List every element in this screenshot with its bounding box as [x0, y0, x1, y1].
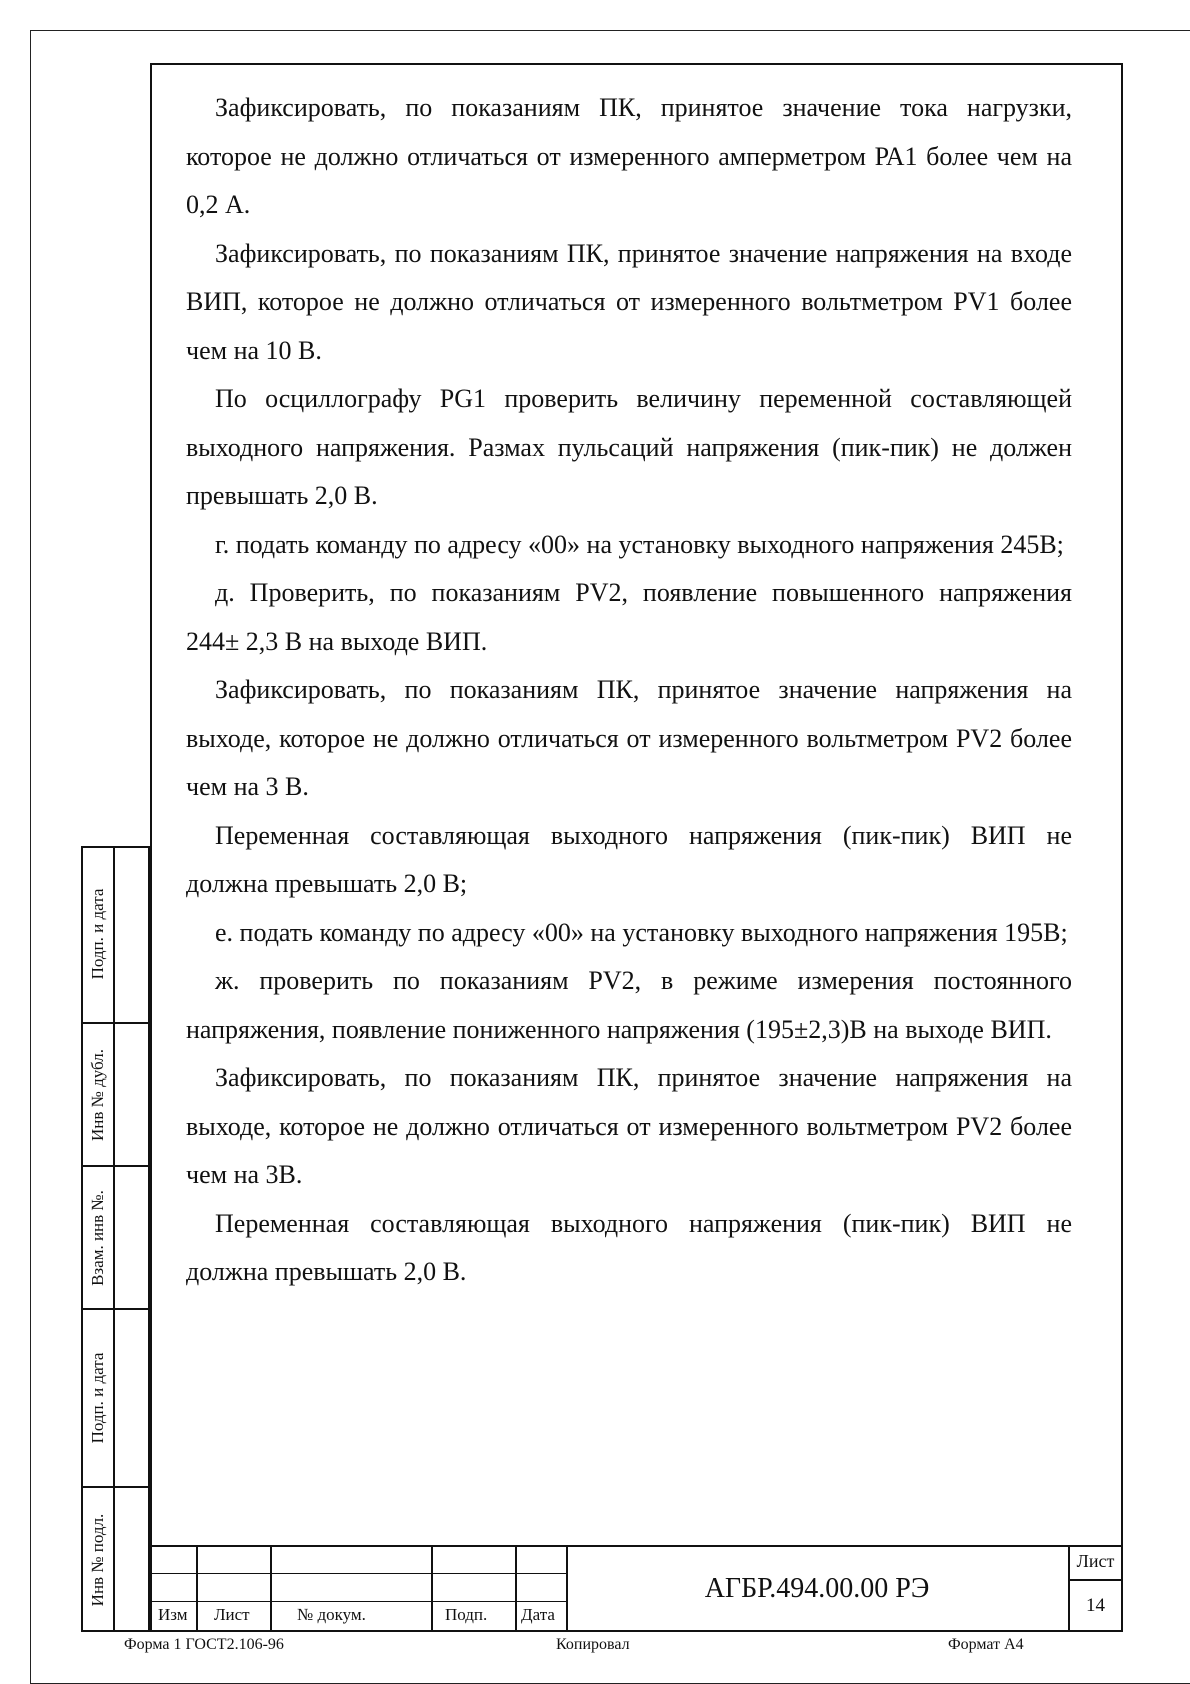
margin-label: Взам. инв №. — [88, 1189, 107, 1286]
footer-form: Форма 1 ГОСТ2.106-96 — [124, 1636, 284, 1653]
footer-format: Формат А4 — [948, 1636, 1024, 1653]
column-label-change: Изм — [158, 1605, 188, 1624]
document-body — [186, 84, 1072, 1297]
margin-label: Инв № подл. — [88, 1513, 107, 1607]
paragraph: д. Проверить, по показаниям PV2, появление повышенного напряжения 244± 2,3 В на выходе ВИП. — [186, 578, 1072, 656]
column-label-signature: Подп. — [445, 1605, 488, 1624]
paragraph: Зафиксировать, по показаниям ПК, принятое значение напряжения на входе ВИП, которое не должно отличаться от измеренного вольтметром PV1 более чем на 10 В. — [186, 238, 1072, 365]
paragraph: Зафиксировать, по показаниям ПК, принятое значение напряжения на выходе, которое не должно отличаться от измеренного вольтметром PV2 более чем на 3В. — [186, 1063, 1072, 1189]
sheet-box — [1068, 1545, 1123, 1632]
paragraph: е. подать команду по адресу «00» на установку выходного напряжения 195В; — [215, 917, 1068, 947]
column-label-sheet: Лист — [214, 1605, 250, 1624]
paragraph: По осциллографу PG1 проверить величину переменной составляющей выходного напряжения. Размах пульсаций напряжения (пик-пик) не должен превышать 2,0 В. — [186, 384, 1072, 510]
footer-copied: Копировал — [556, 1636, 630, 1653]
margin-cell-replacement-inv — [83, 1165, 148, 1308]
paragraph: Зафиксировать, по показаниям ПК, принятое значение напряжения на выходе, которое не должно отличаться от измеренного вольтметром PV2 более чем на 3 В. — [186, 675, 1072, 801]
sheet-label: Лист — [1076, 1551, 1115, 1571]
paragraph: ж. проверить по показаниям PV2, в режиме измерения постоянного напряжения, появление пониженного напряжения (195±2,3)В на выходе ВИП. — [186, 966, 1072, 1044]
paragraph: Переменная составляющая выходного напряжения (пик-пик) ВИП не должна превышать 2,0 В. — [186, 1208, 1072, 1286]
margin-cell-signature-date-2 — [83, 1308, 148, 1486]
margin-cell-duplicate-inv — [83, 1022, 148, 1165]
margin-label: Инв № дубл. — [88, 1048, 107, 1141]
sheet-number: 14 — [1086, 1595, 1105, 1616]
margin-cell-signature-date-1 — [83, 846, 148, 1022]
margin-label: Подп. и дата — [88, 888, 107, 980]
paragraph: Зафиксировать, по показаниям ПК, принятое значение тока нагрузки, которое не должно отличаться от измеренного амперметром РА1 более чем на 0,2 А. — [186, 93, 1072, 219]
column-label-date: Дата — [521, 1605, 555, 1624]
margin-label: Подп. и дата — [88, 1352, 107, 1444]
margin-cell-original-inv — [83, 1486, 148, 1632]
paragraph: Переменная составляющая выходного напряжения (пик-пик) ВИП не должна превышать 2,0 В; — [186, 820, 1072, 898]
document-code: АГБР.494.00.00 РЭ — [704, 1572, 930, 1604]
margin-strip — [81, 846, 150, 1632]
paragraph: г. подать команду по адресу «00» на установку выходного напряжения 245В; — [215, 529, 1064, 559]
column-label-doc-number: № докум. — [297, 1605, 366, 1624]
